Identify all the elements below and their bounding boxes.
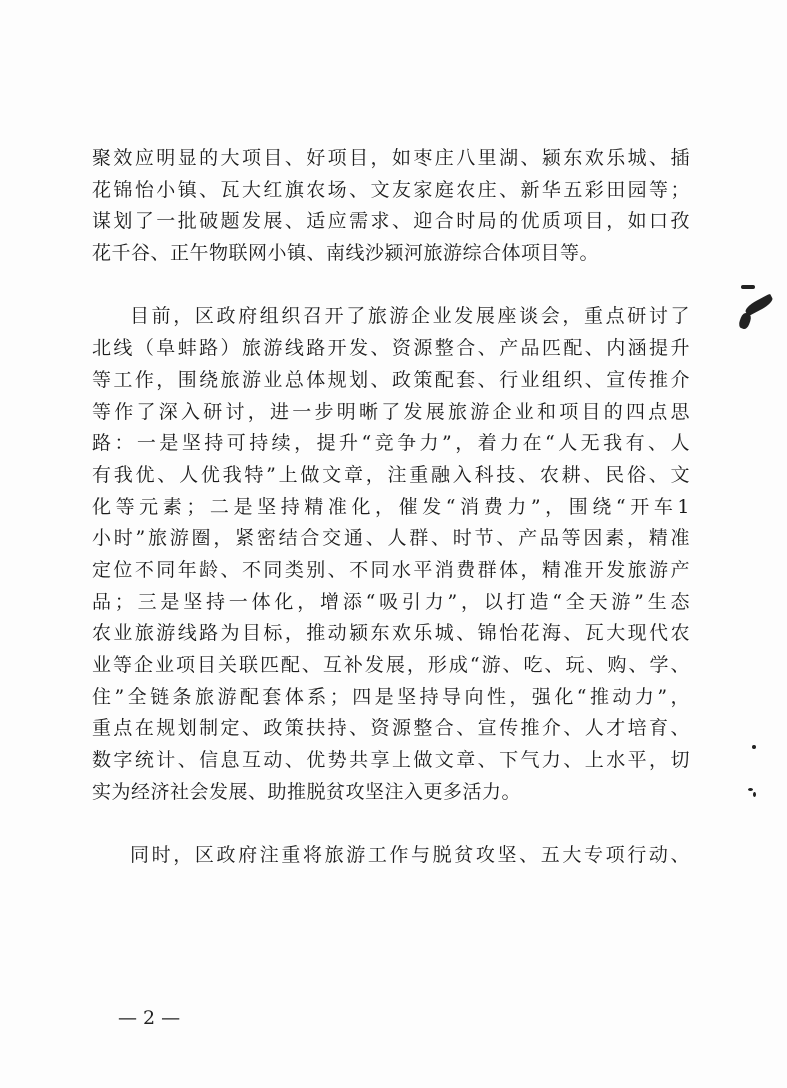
text-line: 等工作，围绕旅游业总体规划、政策配套、行业组织、宣传推介 [92, 368, 690, 391]
page-number: — 2 — [118, 1007, 181, 1029]
text-line: 等作了深入研讨，进一步明晰了发展旅游企业和项目的四点思 [92, 400, 690, 423]
text-line: 谋划了一批破题发展、适应需求、迎合时局的优质项目，如口孜 [92, 210, 690, 233]
text-line: 品；三是坚持一体化，增添“吸引力”，以打造“全天游”生态 [92, 590, 690, 613]
scan-mark [748, 788, 753, 791]
text-line: 化等元素；二是坚持精准化，催发“消费力”，围绕“开车1 [92, 495, 690, 518]
text-line: 实为经济社会发展、助推脱贫攻坚注入更多活力。 [92, 780, 522, 803]
paragraph-gap [92, 270, 690, 302]
text-line: 数字统计、信息互动、优势共享上做文章、下气力、上水平，切 [92, 749, 690, 772]
scan-mark [741, 285, 755, 289]
text-line: 北线（阜蚌路）旅游线路开发、资源整合、产品匹配、内涵提升 [92, 337, 690, 360]
text-line: 有我优、人优我特”上做文章，注重融入科技、农耕、民俗、文 [92, 463, 690, 486]
paragraph-gap [92, 808, 690, 840]
text-line: 重点在规划制定、政策扶持、资源整合、宣传推介、人才培育、 [92, 717, 690, 740]
text-line: 路：一是坚持可持续，提升“竞争力”，着力在“人无我有、人 [92, 432, 690, 455]
text-line: 定位不同年龄、不同类别、不同水平消费群体，精准开发旅游产 [92, 558, 690, 581]
text-line: 花锦怡小镇、瓦大红旗农场、文友家庭农庄、新华五彩田园等； [92, 178, 690, 201]
paragraph-first-line: 同时，区政府注重将旅游工作与脱贫攻坚、五大专项行动、 [130, 844, 690, 867]
text-line: 农业旅游线路为目标，推动颍东欢乐城、锦怡花海、瓦大现代农 [92, 622, 690, 645]
text-line: 小时”旅游圈，紧密结合交通、人群、时节、产品等因素，精准 [92, 527, 690, 550]
scan-mark [738, 312, 753, 330]
text-line: 聚效应明显的大项目、好项目，如枣庄八里湖、颍东欢乐城、插 [92, 147, 690, 169]
paragraph-first-line: 目前，区政府组织召开了旅游企业发展座谈会，重点研讨了 [130, 305, 690, 328]
scan-mark [752, 745, 756, 749]
text-line: 住”全链条旅游配套体系；四是坚持导向性，强化“推动力”， [92, 685, 690, 708]
text-line: 花千谷、正午物联网小镇、南线沙颍河旅游综合体项目等。 [92, 242, 600, 265]
document-body [92, 143, 690, 872]
text-line: 业等企业项目关联匹配、互补发展，形成“游、吃、玩、购、学、 [92, 654, 690, 676]
scan-mark [753, 792, 756, 797]
